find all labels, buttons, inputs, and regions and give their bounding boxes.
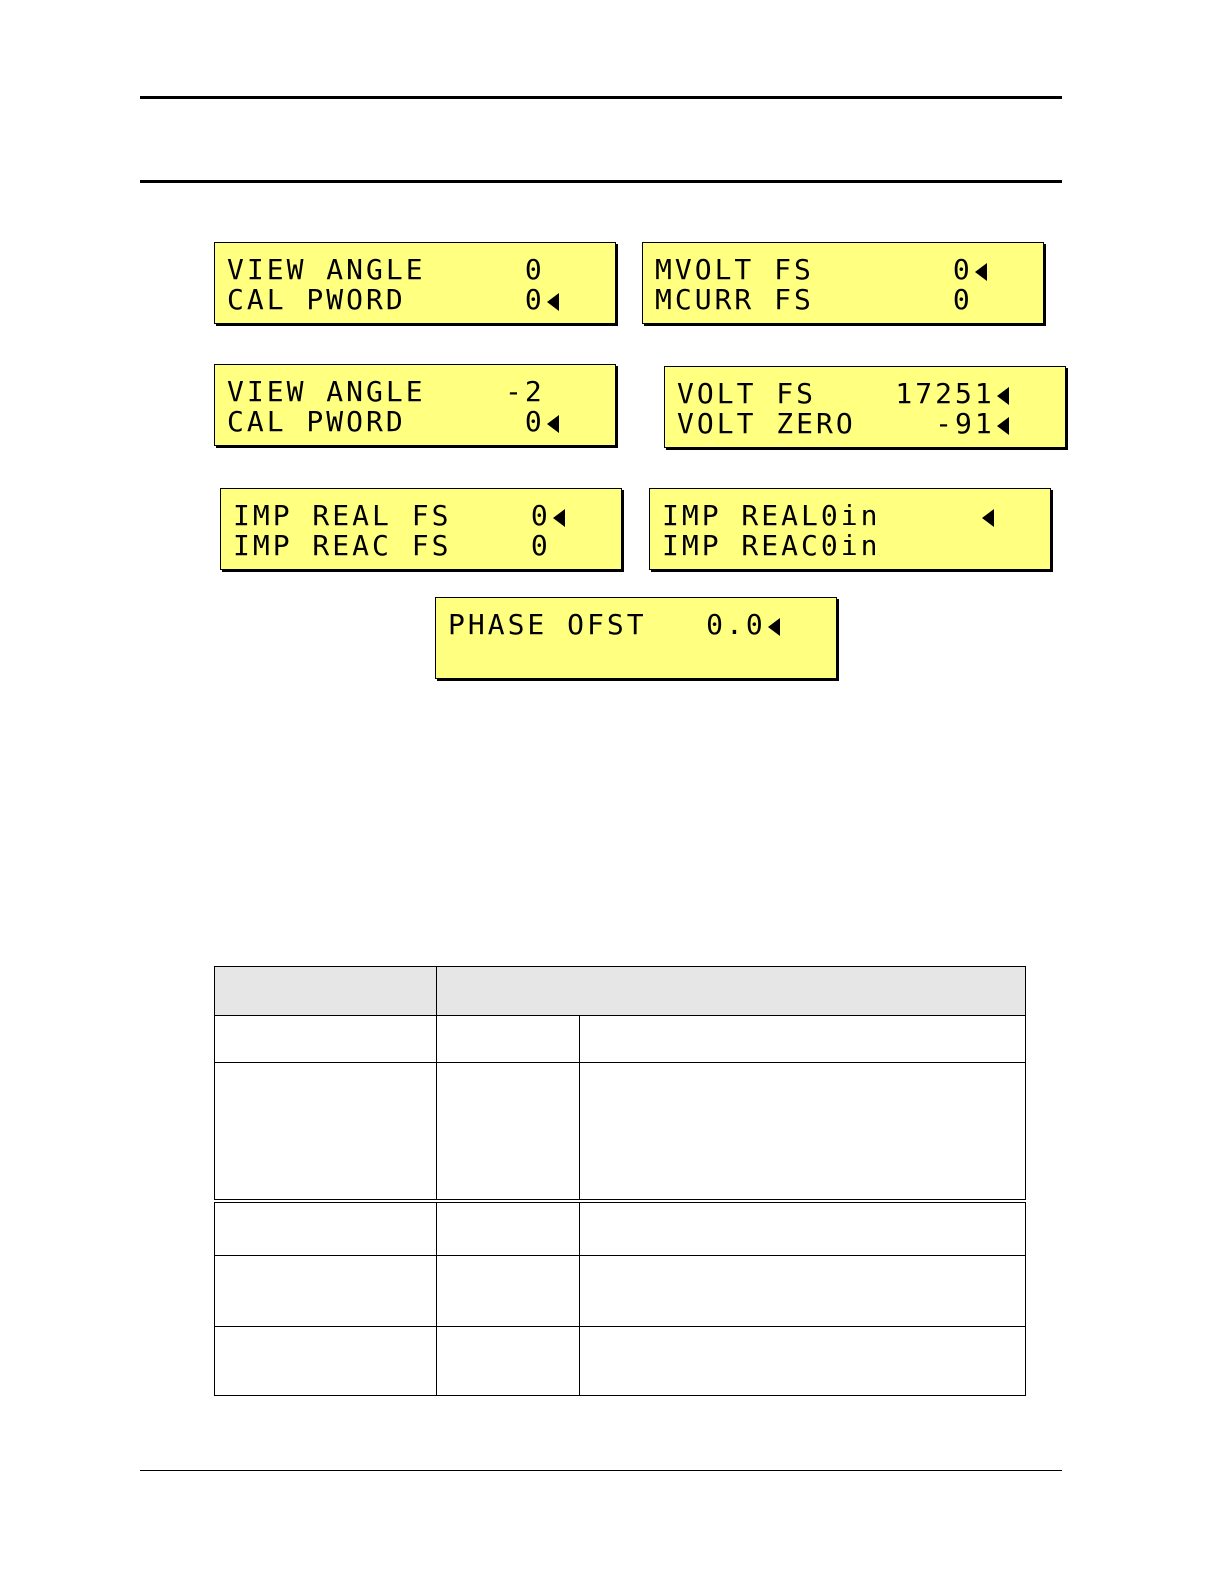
header-rule-top <box>140 96 1062 99</box>
lcd-line-2 <box>448 640 826 670</box>
lcd-display-phase-offset <box>435 597 837 679</box>
cursor-arrow-icon <box>547 415 559 433</box>
table-row <box>215 1201 1026 1256</box>
cursor-arrow-icon <box>997 417 1009 435</box>
procedure-table <box>214 966 1026 1396</box>
lcd-display-imp-zero <box>649 488 1051 570</box>
lcd-display-imp-fs <box>220 488 622 570</box>
lcd-line-2: IMP REAC0in <box>662 529 881 562</box>
table-row <box>215 1256 1026 1327</box>
lcd-line-2: CAL PWORD 0 <box>227 285 605 315</box>
lcd-line-1: MVOLT FS 0 <box>655 255 1033 285</box>
cursor-arrow-icon <box>975 263 987 281</box>
table-header-cell <box>215 967 437 1016</box>
lcd-line-1: IMP REAL FS 0 <box>233 501 611 531</box>
lcd-display-volt <box>664 366 1066 448</box>
table-row <box>215 1016 1026 1063</box>
cursor-arrow-icon <box>997 387 1009 405</box>
table-row <box>215 1327 1026 1396</box>
lcd-display-view-angle-adjusted <box>214 364 616 446</box>
footer-rule <box>140 1470 1062 1471</box>
cursor-arrow-icon <box>982 509 994 527</box>
lcd-line-2: MCURR FS 0 <box>655 283 973 316</box>
lcd-line-2: VOLT ZERO -91 <box>677 409 1055 439</box>
header-rule-bottom <box>140 180 1062 183</box>
cursor-arrow-icon <box>553 509 565 527</box>
cursor-arrow-icon <box>768 618 780 636</box>
lcd-line-2: IMP REAC FS 0 <box>233 529 551 562</box>
lcd-line-1: PHASE OFST 0.0 <box>448 610 826 640</box>
table-header-row <box>215 967 1026 1016</box>
table-header-cell <box>437 967 1026 1016</box>
lcd-line-2: CAL PWORD 0 <box>227 407 605 437</box>
cursor-arrow-icon <box>547 293 559 311</box>
lcd-line-1: VOLT FS 17251 <box>677 379 1055 409</box>
lcd-display-mvolt <box>642 242 1044 324</box>
lcd-line-1: VIEW ANGLE -2 <box>227 375 545 408</box>
lcd-line-1: IMP REAL0in <box>662 501 1040 531</box>
table-row <box>215 1063 1026 1202</box>
lcd-display-view-angle <box>214 242 616 324</box>
lcd-line-1: VIEW ANGLE 0 <box>227 253 545 286</box>
